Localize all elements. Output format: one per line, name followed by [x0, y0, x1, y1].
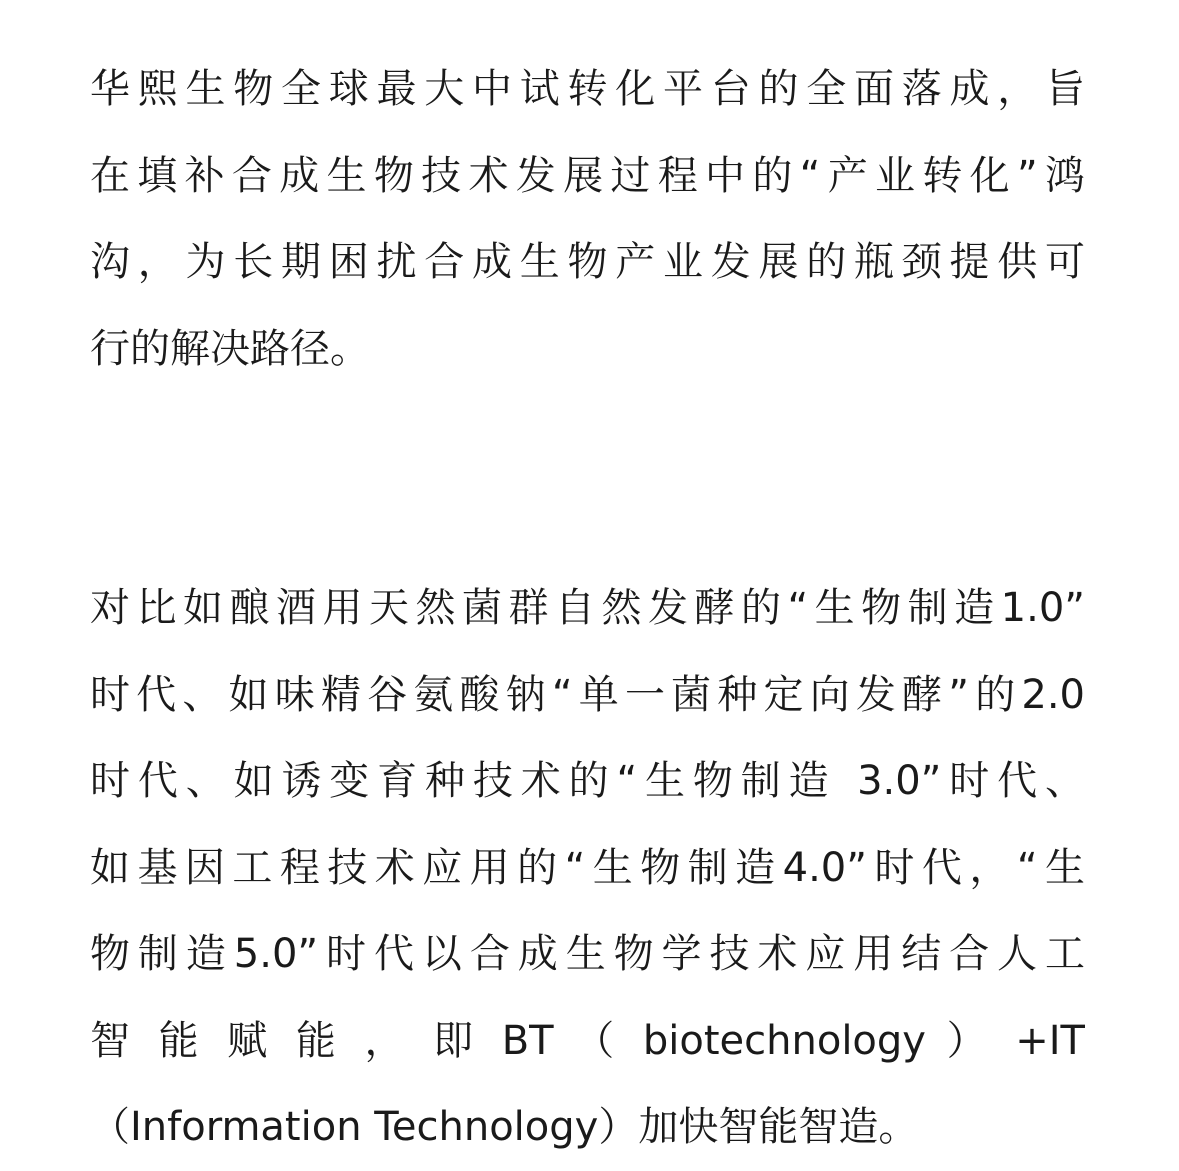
text-line: 华熙生物全球最大中试转化平台的全面落成，旨 — [90, 66, 1085, 112]
text-line: 在填补合成生物技术发展过程中的“产业转化”鸿 — [90, 152, 1085, 199]
text-line: 对比如酿酒用天然菌群自然发酵的“生物制造1.0” — [90, 585, 1085, 631]
paragraph-spacer — [90, 392, 1085, 565]
text-line: 如基因工程技术应用的“生物制造4.0”时代，“生 — [90, 844, 1085, 891]
text-line: 时代、如诱变育种技术的“生物制造 3.0”时代、 — [90, 758, 1085, 804]
text-line: 物制造5.0”时代以合成生物学技术应用结合人工 — [90, 931, 1085, 977]
article-body — [90, 46, 1085, 1171]
paragraph-2 — [90, 565, 1085, 1171]
paragraph-1 — [90, 46, 1085, 392]
text-line: 智 能 赋 能 ， 即 BT （ biotechnology ） +IT — [90, 1017, 1085, 1064]
text-line: 时代、如味精谷氨酸钠“单一菌种定向发酵”的2.0 — [90, 671, 1085, 718]
text-line: 沟，为长期困扰合成生物产业发展的瓶颈提供可 — [90, 239, 1085, 285]
text-line: （Information Technology）加快智能智造。 — [90, 1104, 919, 1150]
text-line: 行的解决路径。 — [90, 325, 370, 372]
